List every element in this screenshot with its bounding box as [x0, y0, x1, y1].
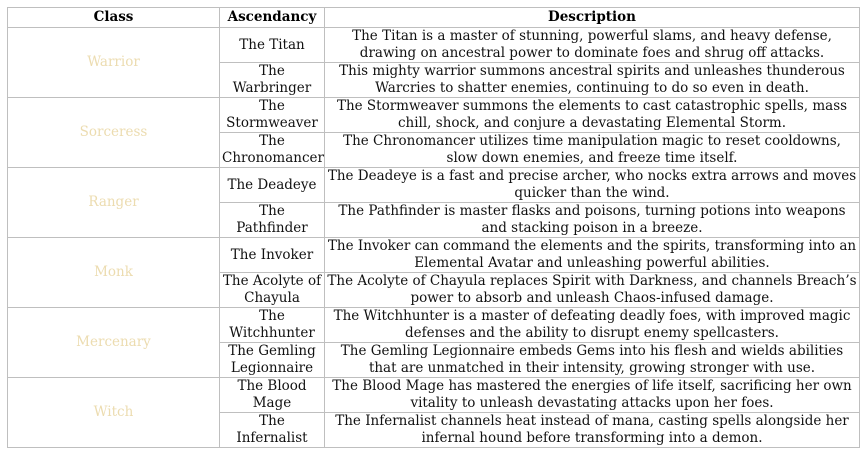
class-cell-mercenary: Mercenary	[8, 308, 220, 378]
description-cell: The Gemling Legionnaire embeds Gems into his flesh and wields abilities that are unmatched in their intensity, growing stronger with use.	[325, 343, 860, 378]
table-row	[8, 168, 860, 203]
header-description: Description	[325, 8, 860, 28]
ascendancy-cell: The Titan	[220, 28, 325, 63]
ascendancy-cell: The Invoker	[220, 238, 325, 273]
ascendancy-cell: The Stormweaver	[220, 98, 325, 133]
description-cell: The Titan is a master of stunning, powerful slams, and heavy defense, drawing on ancestral power to dominate foes and shrug off attacks.	[325, 28, 860, 63]
table-row	[8, 238, 860, 273]
table-body	[8, 28, 860, 448]
description-cell: The Blood Mage has mastered the energies of life itself, sacrificing her own vitality to unleash devastating attacks upon her foes.	[325, 378, 860, 413]
table-header	[8, 8, 860, 28]
description-cell: The Infernalist channels heat instead of mana, casting spells alongside her infernal hound before transforming into a demon.	[325, 413, 860, 448]
description-cell: The Pathfinder is master flasks and poisons, turning potions into weapons and stacking poison in a breeze.	[325, 203, 860, 238]
ascendancy-table-container	[7, 7, 859, 448]
ascendancy-cell: The Witchhunter	[220, 308, 325, 343]
ascendancy-cell: The Pathfinder	[220, 203, 325, 238]
description-cell: The Witchhunter is a master of defeating deadly foes, with improved magic defenses and the ability to disrupt enemy spellcasters.	[325, 308, 860, 343]
header-row	[8, 8, 860, 28]
header-class: Class	[8, 8, 220, 28]
table-row	[8, 308, 860, 343]
description-cell: The Invoker can command the elements and the spirits, transforming into an Elemental Avatar and unleashing powerful abilities.	[325, 238, 860, 273]
description-cell: The Stormweaver summons the elements to cast catastrophic spells, mass chill, shock, and conjure a devastating Elemental Storm.	[325, 98, 860, 133]
header-ascendancy: Ascendancy	[220, 8, 325, 28]
class-cell-monk: Monk	[8, 238, 220, 308]
description-cell: The Chronomancer utilizes time manipulation magic to reset cooldowns, slow down enemies, and freeze time itself.	[325, 133, 860, 168]
class-cell-warrior: Warrior	[8, 28, 220, 98]
description-cell: The Deadeye is a fast and precise archer, who nocks extra arrows and moves quicker than the wind.	[325, 168, 860, 203]
table-row	[8, 28, 860, 63]
table-row	[8, 98, 860, 133]
ascendancy-cell: The Gemling Legionnaire	[220, 343, 325, 378]
ascendancy-cell: The Deadeye	[220, 168, 325, 203]
ascendancy-cell: The Acolyte of Chayula	[220, 273, 325, 308]
ascendancy-cell: The Infernalist	[220, 413, 325, 448]
ascendancy-table	[7, 7, 860, 448]
ascendancy-cell: The Warbringer	[220, 63, 325, 98]
description-cell: The Acolyte of Chayula replaces Spirit with Darkness, and channels Breach’s power to absorb and unleash Chaos-infused damage.	[325, 273, 860, 308]
class-cell-ranger: Ranger	[8, 168, 220, 238]
class-cell-witch: Witch	[8, 378, 220, 448]
class-cell-sorceress: Sorceress	[8, 98, 220, 168]
ascendancy-cell: The Chronomancer	[220, 133, 325, 168]
ascendancy-cell: The Blood Mage	[220, 378, 325, 413]
table-row	[8, 378, 860, 413]
description-cell: This mighty warrior summons ancestral spirits and unleashes thunderous Warcries to shatter enemies, continuing to do so even in death.	[325, 63, 860, 98]
